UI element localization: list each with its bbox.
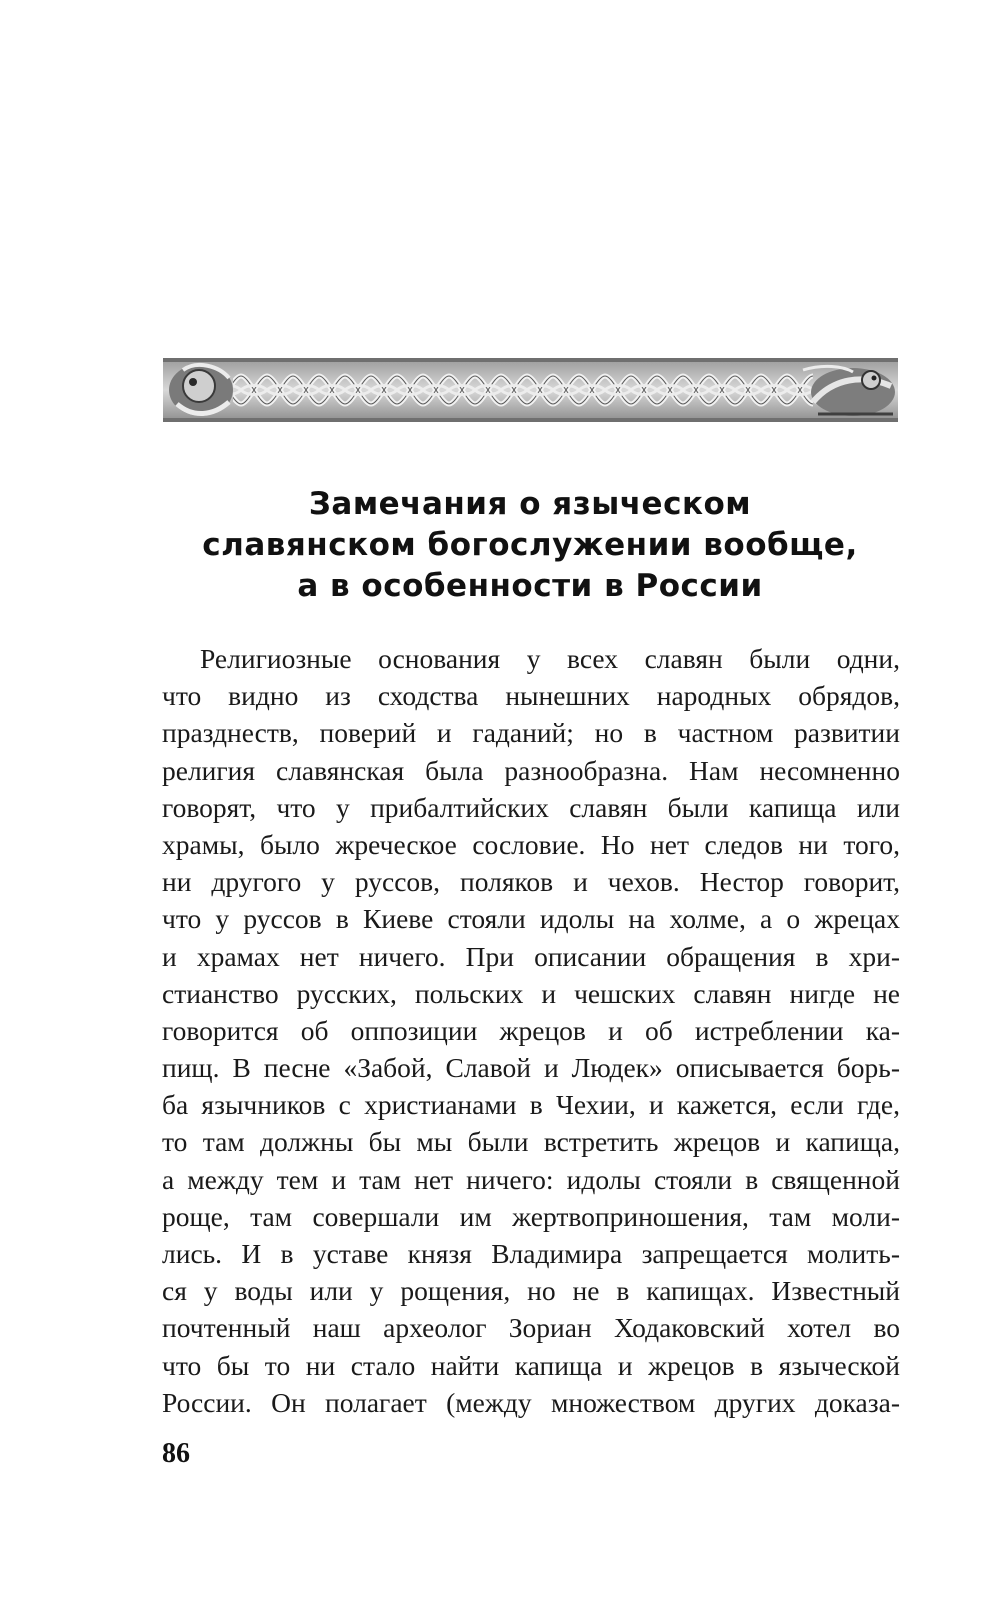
text-line: лись. И в уставе князя Владимира запрещается молить- (162, 1238, 900, 1269)
text-line: а между тем и там нет ничего: идолы стояли в священной (162, 1163, 900, 1195)
heading-line: а в особенности в России (297, 568, 763, 604)
chapter-heading (160, 484, 900, 607)
text-line: что бы то ни стало найти капища и жрецов в языческой (162, 1349, 900, 1381)
text-line: ба язычников с христианами в Чехии, и кажется, если где, (162, 1089, 900, 1121)
text-line: говорят, что у прибалтийских славян были капища или (162, 791, 900, 823)
text-line: что видно из сходства нынешних народных обрядов, (162, 680, 900, 712)
text-line: что у руссов в Киеве стояли идолы на холме, а о жрецах (162, 903, 900, 935)
text-line: и храмах нет ничего. При описании обращения в хри- (162, 940, 900, 972)
text-line: Религиозные основания у всех славян были одни, (200, 643, 900, 674)
carved-interlace-ornament-icon (163, 358, 898, 422)
text-line: говорится об оппозиции жрецов и об истреблении ка- (162, 1014, 900, 1046)
text-line: пищ. В песне «Забой, Славой и Людек» описывается борь- (162, 1052, 900, 1084)
text-line: стианство русских, польских и чешских славян нигде не (162, 977, 900, 1009)
text-line: России. Он полагает (между множеством других доказа- (162, 1386, 900, 1418)
text-line: храмы, было жреческое сословие. Но нет следов ни того, (162, 828, 900, 860)
left-beast-carving-icon (169, 364, 233, 416)
text-line: роще, там совершали им жертвоприношения, там моли- (162, 1200, 900, 1232)
text-line: ся у воды или у рощения, но не в капищах. Известный (162, 1275, 900, 1307)
text-line: почтенный наш археолог Зориан Ходаковский хотел во (162, 1312, 900, 1344)
text-line: религия славянская была разнообразна. Нам несомненно (162, 754, 900, 786)
page-number: 86 (162, 1438, 190, 1469)
body-paragraph (162, 640, 900, 1421)
heading-line: славянском богослужении вообще, (202, 527, 858, 563)
text-line: ни другого у руссов, поляков и чехов. Нестор говорит, (162, 866, 900, 898)
text-line: то там должны бы мы были встретить жрецов и капища, (162, 1126, 900, 1158)
text-line: празднеств, поверий и гаданий; но в частном развитии (162, 717, 900, 749)
heading-line: Замечания о языческом (308, 486, 752, 522)
